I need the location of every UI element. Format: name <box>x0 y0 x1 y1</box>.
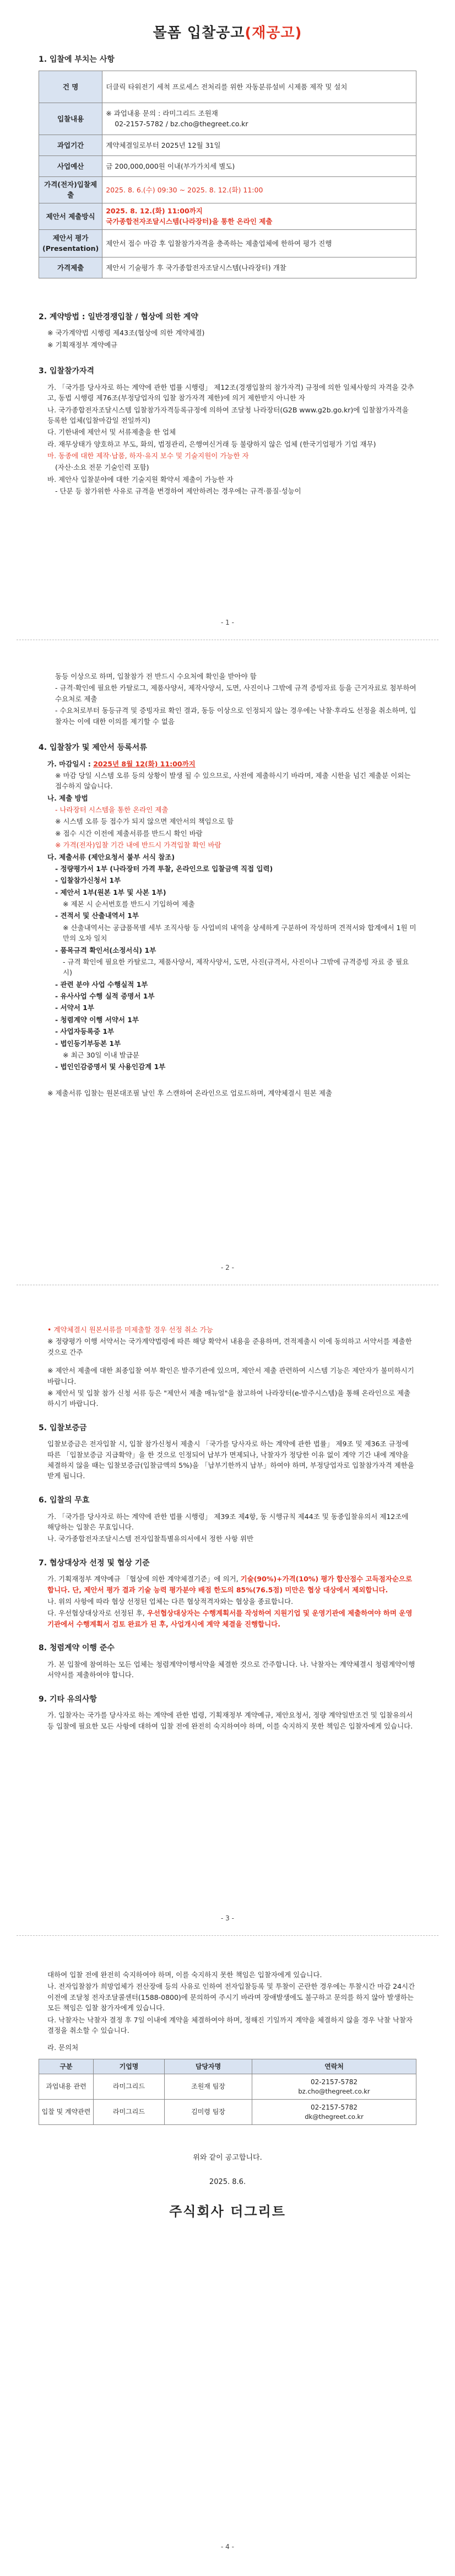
closing-text: 위와 같이 공고합니다. <box>193 2154 262 2162</box>
deadline-label: 가. 마감일시 : <box>47 759 94 768</box>
row-value: 제안서 접수 마감 후 입찰참가자격을 충족하는 제출업체에 한하여 평가 진행 <box>102 229 416 257</box>
contact-email[interactable]: dk@thegreet.co.kr <box>305 2113 364 2121</box>
page3-line: ※ 정량평가 이행 서약서는 국가계약법령에 따른 해당 확약서 내용을 준용하며, 견적제출시 이에 동의하고 서약서를 제출한 것으로 간주 <box>47 1337 412 1356</box>
page-number: - 4 - <box>221 2543 234 2551</box>
title-sub: (재공고) <box>245 25 302 41</box>
section2-heading: 2. 계약방법 : 일반경쟁입찰 / 협상에 의한 계약 <box>39 312 198 321</box>
list-item: ※ 제본 시 순서번호를 반드시 기입하여 제출 <box>63 900 195 909</box>
page-number: - 1 - <box>221 619 234 626</box>
header-cell: 연락처 <box>252 2059 416 2074</box>
table-header-row <box>39 2059 416 2074</box>
contact-heading: 라. 문의처 <box>47 2043 79 2052</box>
section3-line: 다. 기한내에 제안서 및 서류제출을 한 업체 <box>47 428 176 437</box>
title-main: 몰폼 입찰공고 <box>153 25 245 41</box>
section9-text: 가. 입찰자는 국가를 당사자로 하는 계약에 관한 법령, 기획재정부 계약예규, 제안요청서, 정량 계약일반조건 및 입찰유의서 등 입찰에 필요한 모든 사항에 대하여 입찰 전에 완전히 숙지하여야 하며, 이를 숙지하지 못한 책임은 입찰자에게 있습니다. <box>47 1711 413 1730</box>
table-cell <box>252 2100 416 2125</box>
document-title <box>39 22 416 44</box>
table-cell: 라미그리드 <box>94 2074 165 2100</box>
table-cell: 김미령 팀장 <box>165 2100 252 2125</box>
row-value: 더클릭 타워전기 세척 프로세스 전처리를 위한 자동분류설비 시제품 제작 및 설치 <box>102 71 416 103</box>
page3-line: ※ 제안서 및 입찰 참가 신청 서류 등은 "제안서 제출 매뉴얼"을 참고하여 나라장터(e-발주시스템)을 통해 온라인으로 제출하시기 바랍니다. <box>47 1388 410 1408</box>
section1-heading: 1. 입찰에 부치는 사항 <box>39 55 115 65</box>
section6-heading: 6. 입찰의 무효 <box>39 1495 90 1505</box>
contact-phone: 02-2157-5782 <box>310 2103 358 2111</box>
list-item: - 품목규격 확인서(소정서식) 1부 <box>55 946 156 954</box>
row-value <box>102 103 416 135</box>
section4-line: ※ 시스템 오류 등 접수가 되지 않으면 제안서의 책임으로 함 <box>55 817 234 826</box>
page3-line: • 계약체결시 원본서류를 미제출할 경우 선정 취소 가능 <box>47 1325 213 1334</box>
list-item: - 정량평가서 1부 (나라장터 가격 투찰, 온라인으로 입찰금액 직접 입력) <box>55 864 273 873</box>
table-cell: 조원재 팀장 <box>165 2074 252 2100</box>
table-row <box>39 229 416 257</box>
section2-line: ※ 국가계약법 시행령 제43조(협상에 의한 계약체결) <box>47 329 205 337</box>
row-value: 제안서 기술평가 후 국가종합전자조달시스템(나라장터) 개찰 <box>102 257 416 278</box>
table-row <box>39 176 416 203</box>
page4-line: 대하여 입찰 전에 완전히 숙지하여야 하며, 이를 숙지하지 못한 책임은 입찰자에게 있습니다. <box>47 1971 322 1979</box>
section7-c-highlight: 우선협상대상자는 수행계획서를 작성하여 지원기업 및 운영기관에 제출하여야 하며 운영기관에서 수행계획서 검토 완료가 된 후, 사업개시에 계약 체결을 진행합니다. <box>47 1609 413 1628</box>
list-item: ※ 최근 30일 이내 발급분 <box>63 1050 139 1059</box>
table-row <box>39 2100 416 2125</box>
list-item: ※ 산출내역서는 공급품목별 세부 조직사항 등 사업비의 내역을 상세하게 구분하여 작성하며 견적서와 합계에서 1원 미만의 오차 일치 <box>63 923 416 943</box>
section5-heading: 5. 입찰보증금 <box>39 1423 87 1432</box>
page2-line <box>39 671 416 681</box>
section8-text: 가. 본 입찰에 참여하는 모든 업체는 청렴계약이행서약을 체결한 것으로 간주합니다. 나. 낙찰자는 계약체결시 청렴계약이행서약서를 제출하여야 합니다. <box>47 1660 415 1679</box>
page-1 <box>39 22 416 498</box>
section4-line: 나. 제출 방법 <box>47 793 88 802</box>
page4-line: 다. 낙찰자는 낙찰자 결정 후 7일 이내에 계약을 체결하여야 하며, 정해진 기일까지 계약을 체결하지 않을 경우 낙찰 낙찰자 결정을 취소할 수 있습니다. <box>47 2015 413 2035</box>
section2-line: ※ 기획재정부 계약예규 <box>47 340 118 349</box>
list-item: - 청렴계약 이행 서약서 1부 <box>55 1015 139 1024</box>
section7-c <box>39 1608 416 1629</box>
company-name: 주식회사 더그리트 <box>169 2203 286 2219</box>
section3-line: - 단분 등 참가위한 사유로 규격을 변경하여 제안하려는 경우에는 규격·품질·성능이 <box>55 487 301 496</box>
section7-a-text: 가. 기획재정부 계약예규 「협상에 의한 계약체결기준」에 의거, <box>47 1575 241 1584</box>
page-separator <box>17 1935 438 1936</box>
deadline-value: 2025년 8월 12(화) 11:00까지 <box>93 759 196 768</box>
list-item: - 유사사업 수행 실적 증명서 1부 <box>55 992 155 1001</box>
bid-info-table <box>39 71 416 278</box>
row-label: 사업예산 <box>39 155 102 176</box>
list-item: - 법인인감증명서 및 사용인감계 1부 <box>55 1062 166 1071</box>
page4-line: 나. 전자입찰참가 희망업체가 전산장애 등의 사유로 인하여 전자입찰등록 및 투찰이 곤란한 경우에는 투찰시간 마감 24시간 이전에 조달청 전자조달콜센터(1588-0800)에 문의하여 주시기 바라며 장애발생에도 불구하고 문의를 하지 않아 발생하는 모든 책임은 입찰 참가자에게 있습니다. <box>47 1982 415 2012</box>
contact-email[interactable]: bz.cho@thegreet.co.kr <box>298 2087 370 2096</box>
table-row <box>39 257 416 278</box>
list-item: - 서약서 1부 <box>55 1003 94 1012</box>
table-cell: 입찰 및 계약관련 <box>39 2100 94 2125</box>
inquiry-contact: 02-2157-5782 / bz.cho@thegreet.co.kr <box>115 120 248 128</box>
deadline-line <box>39 759 416 769</box>
section9-heading: 9. 기타 유의사항 <box>39 1694 97 1704</box>
row-label: 가격(전자)입찰제출 <box>39 176 102 203</box>
deadline-text: 2025. 8. 12.(화) 11:00까지 <box>106 206 203 215</box>
section4-line: 다. 제출서류 (제안요청서 붙부 서식 참조) <box>47 852 175 861</box>
table-row <box>39 203 416 229</box>
section4-line: ※ 마감 당일 시스템 오류 등의 상황이 발생 될 수 있으므로, 사전에 제출하시기 바라며, 제출 시한을 넘긴 제출분 이외는 접수하지 않습니다. <box>55 771 411 791</box>
section3-heading: 3. 입찰참가자격 <box>39 367 95 376</box>
section3-line: 라. 재무상태가 양호하고 부도, 화의, 법정관리, 은행여신거래 등 불량하지 않은 업체 (한국기업평가 기업 재무) <box>47 439 376 448</box>
announcement-date: 2025. 8.6. <box>209 2178 246 2187</box>
page-3 <box>39 1323 416 1732</box>
equivalence-note: 동등 이상으로 하며, 입찰참가 전 반드시 수요처에 확인을 받아야 함 <box>55 672 257 680</box>
section3-line: (자산·소요 전문 기술인력 포함) <box>55 463 149 472</box>
table-row <box>39 155 416 176</box>
section4-note: ※ 제출서류 입찰는 원본대조필 날인 후 스캔하여 온라인으로 업로드하며, 계약체결시 원본 제출 <box>47 1088 333 1097</box>
page-number: - 3 - <box>221 1914 234 1922</box>
section6-text: 가. 「국가를 당사자로 하는 계약에 관한 법률 시행령」 제39조 제4항, 동 시행규칙 제44조 및 동종입찰유의서 제12조에 해당하는 입찰은 무효입니다. <box>47 1512 409 1531</box>
row-label: 제안서 제출방식 <box>39 203 102 229</box>
row-label: 입찰내용 <box>39 103 102 135</box>
list-item: - 제안서 1부(원본 1부 및 사본 1부) <box>55 888 166 897</box>
page-number: - 2 - <box>221 1264 234 1271</box>
row-value: 2025. 8. 6.(수) 09:30 ~ 2025. 8. 12.(화) 11:00 <box>102 176 416 203</box>
contact-table <box>39 2059 416 2126</box>
section5-text: 입찰보증금은 전자입찰 시, 입찰 참가신청서 제출시 「국가를 당사자로 하는 계약에 관한 법률」 제9조 및 제36조 규정에 따른 「입찰보증금 지급확약」을 한 것으로 인정되어 납부가 면제되나, 낙찰자가 정당한 이유 없이 계약 기간 내에 계약을 체결하지 않을 때는 입찰보증금(입찰금액의 5%)을 「납부기한까지 납부」하여야 하며, 부정당업자로 입찰참가자격 제한을 받게 됩니다. <box>47 1440 414 1480</box>
section6-text: 나. 국가종합전자조달시스템 전자입찰특별유의서에서 정한 사항 위반 <box>47 1534 254 1543</box>
header-cell: 구분 <box>39 2059 94 2074</box>
row-label: 과업기간 <box>39 135 102 155</box>
submit-method-text: 국가종합전자조달시스템(나라장터)을 통한 온라인 제출 <box>106 217 273 226</box>
inquiry-text: ※ 과업내용 문의 : 라미그리드 조원재 <box>106 109 218 118</box>
page-2 <box>39 670 416 1099</box>
section3-line: 마. 동종에 대한 제작·납품, 하자·유지 보수 및 기술지원이 가능한 자 <box>47 452 249 460</box>
section7-a-highlight: 기술(90%)+가격(10%) 평가 합산점수 고득점자순으로 합니다. 단, 제안서 평가 결과 기술 능력 평가분야 배점 한도의 85%(76.5점) 미만은 협상 대상에서 제외합니다. <box>47 1575 413 1594</box>
list-item: - 사업자등록증 1부 <box>55 1027 115 1036</box>
contact-phone: 02-2157-5782 <box>310 2078 358 2086</box>
section7-a <box>39 1574 416 1595</box>
row-label: 제안서 평가 (Presentation) <box>39 229 102 257</box>
table-cell: 라미그리드 <box>94 2100 165 2125</box>
list-item: - 입찰참가신청서 1부 <box>55 876 121 885</box>
section8-heading: 8. 청렴계약 이행 준수 <box>39 1644 115 1653</box>
table-row <box>39 2074 416 2100</box>
table-row <box>39 71 416 103</box>
section4-line: - 나라장터 시스템을 통한 온라인 제출 <box>55 806 169 814</box>
page-4 <box>39 1968 416 2222</box>
table-row <box>39 103 416 135</box>
section3-line: 나. 국가종합전자조달시스템 입찰참가자격등록규정에 의하여 조달청 나라장터(G2B www.g2b.go.kr)에 입찰참가자격을 등록한 업체(입찰마감일 전일까지) <box>47 405 409 425</box>
list-item: - 견적서 및 산출내역서 1부 <box>55 911 139 920</box>
section4-line: ※ 가격(전자)입찰 기간 내에 반드시 가격입찰 확인 바람 <box>55 841 221 850</box>
section4-heading: 4. 입찰참가 및 제안서 등록서류 <box>39 743 147 752</box>
section7-heading: 7. 협상대상자 선정 및 협상 기준 <box>39 1558 150 1568</box>
row-value <box>102 203 416 229</box>
header-cell: 담당자명 <box>165 2059 252 2074</box>
section3-line: 가. 「국가를 당사자로 하는 계약에 관한 법률 시행령」 제12조(경쟁입찰의 참가자격) 규정에 의한 일체사항의 자격을 갖추고, 동법 시행령 제76조(부정당업자의 입찰 참가자격 제한)에 의거 제한받지 아니한 자 <box>47 383 414 402</box>
table-row <box>39 135 416 155</box>
row-value: 금 200,000,000원 이내(부가가치세 별도) <box>102 155 416 176</box>
row-value: 계약체결일로부터 2025년 12월 31일 <box>102 135 416 155</box>
list-item: - 법인등기부등본 1부 <box>55 1039 121 1048</box>
row-label: 건 명 <box>39 71 102 103</box>
page2-line: - 수요처로부터 동등규격 및 증빙자료 확인 결과, 동등 이상으로 인정되지 않는 경우에는 낙찰·후라도 선정을 취소하며, 입찰자는 이에 대한 이의를 제기할 수 없음 <box>55 706 416 726</box>
list-item: - 규격 확인에 필요한 카탈로그, 제품사양서, 제작사양서, 도면, 사진(규격서, 사진이나 그밖에 규격증빙 자료 중 필요시) <box>63 957 409 977</box>
page2-line: - 규격·확인에 필요한 카탈로그, 제품사양서, 제작사양서, 도면, 사진이나 그밖에 규격 증빙자료 등을 근거자료로 첨부하여 수요처로 제출 <box>55 684 416 703</box>
section3-line: 바. 제안사 입찰분야에 대한 기술지원 확약서 제출이 가능한 자 <box>47 475 234 484</box>
table-cell: 과업내용 관련 <box>39 2074 94 2100</box>
section4-line: ※ 접수 시간 이전에 제출서류를 반드시 확인 바람 <box>55 829 203 838</box>
table-cell <box>252 2074 416 2100</box>
row-label: 가격제출 <box>39 257 102 278</box>
section7-c-text: 다. 우선협상대상자로 선정된 후, <box>47 1609 147 1618</box>
header-cell: 기업명 <box>94 2059 165 2074</box>
submission-list <box>39 863 416 1072</box>
page3-line: ※ 제안서 제출에 대한 최종입찰 여부 확인은 발주기관에 있으며, 제안서 제출 관련하여 시스템 기능은 제안자가 불미하시기 바랍니다. <box>47 1366 414 1386</box>
section7-b: 나. 위의 사항에 따라 협상 선정된 업체는 다른 협상적격자와는 협상을 종료합니다. <box>47 1597 294 1606</box>
list-item: - 관련 분야 사업 수행실적 1부 <box>55 980 148 989</box>
